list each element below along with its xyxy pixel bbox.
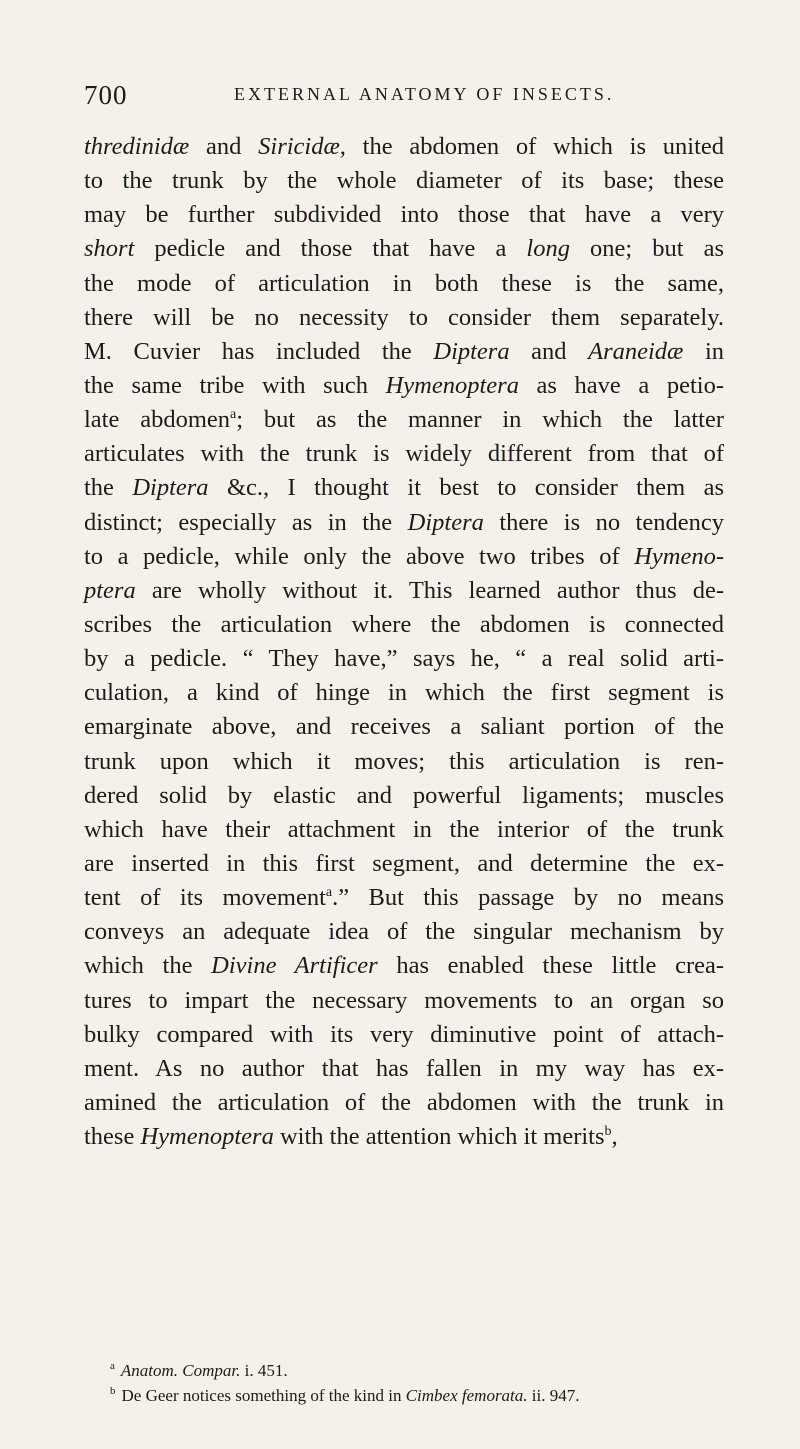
text-run: as have a petio-	[518, 371, 724, 399]
text-line	[84, 506, 724, 540]
text-line	[84, 1018, 724, 1052]
text-line	[84, 471, 724, 505]
text-line	[84, 540, 724, 574]
text-run: pedicle and those that have a	[134, 235, 527, 263]
italic-text: ptera	[84, 576, 136, 604]
text-line	[84, 1086, 724, 1120]
text-run: trunk upon which it moves; this articulation is ren-	[84, 747, 724, 775]
text-run: and	[189, 133, 259, 160]
text-run: there will be no necessity to consider them separately.	[84, 303, 724, 331]
italic-text: Divine Artificer	[211, 952, 378, 980]
text-run: ,	[611, 1123, 618, 1151]
body-paragraph	[84, 130, 724, 1154]
text-run: distinct; especially as in the	[84, 508, 408, 536]
footnote-mark: a	[110, 1360, 115, 1373]
text-run: i. 451.	[240, 1361, 288, 1380]
text-line	[84, 881, 724, 915]
text-line	[84, 267, 724, 301]
text-run: ment. As no author that has fallen in my way has ex-	[84, 1054, 724, 1082]
italic-text: Anatom. Compar.	[120, 1361, 241, 1380]
italic-text: Hymenoptera	[385, 371, 519, 399]
text-run: are inserted in this first segment, and determine the ex-	[84, 849, 724, 877]
text-line	[84, 676, 724, 710]
text-run: to the trunk by the whole diameter of its base; these	[84, 167, 724, 195]
running-head: EXTERNAL ANATOMY OF INSECTS.	[234, 84, 615, 104]
text-line	[84, 403, 724, 437]
footnote-ref: a	[230, 406, 237, 422]
text-run: by a pedicle. “ They have,” says he, “ a real solid arti-	[84, 645, 724, 673]
text-run: ii. 947.	[527, 1386, 580, 1405]
text-run: with the attention which it merits	[273, 1123, 605, 1151]
text-run: dered solid by elastic and powerful ligaments; muscles	[84, 781, 724, 809]
page-number: 700	[84, 80, 128, 110]
text-line	[84, 1120, 724, 1154]
text-line	[84, 1052, 724, 1086]
text-run: amined the articulation of the abdomen with the trunk in	[84, 1088, 724, 1116]
text-run: emarginate above, and receives a saliant portion of the	[84, 713, 724, 741]
footnote-mark: b	[110, 1385, 116, 1398]
footnote	[110, 1358, 730, 1383]
text-line	[84, 232, 724, 266]
text-line	[84, 642, 724, 676]
text-run: the same tribe with such	[84, 371, 386, 399]
text-run: there is no tendency	[483, 508, 724, 536]
text-run: has enabled these little crea-	[377, 952, 725, 980]
italic-text: Diptera	[433, 337, 510, 365]
text-line	[84, 608, 724, 642]
text-run: M. Cuvier has included the	[84, 337, 434, 365]
text-line	[84, 779, 724, 813]
text-line	[84, 949, 724, 983]
text-run: may be further subdivided into those that have a very	[84, 201, 724, 229]
footnote	[110, 1383, 730, 1408]
text-run: conveys an adequate idea of the singular mechanism by	[84, 918, 724, 946]
text-line	[84, 745, 724, 779]
italic-text: thredinidæ	[84, 133, 190, 160]
text-line	[84, 130, 724, 164]
text-run: tures to impart the necessary movements to an organ so	[84, 986, 724, 1014]
text-line	[84, 301, 724, 335]
italic-text: Hymeno-	[634, 542, 724, 570]
text-run: tent of its movement	[84, 884, 326, 912]
footnote-ref: a	[325, 884, 333, 900]
text-run: ; but as the manner in which the latter	[236, 406, 725, 434]
text-run: bulky compared with its very diminutive point of attach-	[84, 1020, 724, 1048]
text-run: culation, a kind of hinge in which the first segment is	[84, 679, 724, 707]
text-line	[84, 437, 724, 471]
italic-text: Araneidæ	[588, 337, 684, 365]
text-run: late abdomen	[84, 406, 231, 434]
text-line	[84, 369, 724, 403]
text-line	[84, 164, 724, 198]
italic-text: Hymenoptera	[140, 1123, 274, 1151]
italic-text: long	[526, 235, 570, 263]
text-run: which have their attachment in the interior of the trunk	[84, 815, 724, 843]
text-run: are wholly without it. This learned author thus de-	[135, 576, 724, 604]
italic-text: Diptera	[132, 474, 209, 502]
text-run: &c., I thought it best to consider them as	[208, 474, 724, 502]
text-run: the	[84, 474, 133, 502]
footnotes	[110, 1358, 730, 1408]
italic-text: short	[84, 235, 135, 263]
text-line	[84, 335, 724, 369]
text-line	[84, 847, 724, 881]
text-run: De Geer notices something of the kind in	[121, 1386, 406, 1405]
text-run: the abdomen of which is united	[345, 133, 725, 160]
text-line	[84, 574, 724, 608]
text-line	[84, 915, 724, 949]
text-line	[84, 198, 724, 232]
text-line	[84, 710, 724, 744]
text-run: .” But this passage by no means	[332, 884, 725, 912]
text-run: one; but as	[569, 235, 725, 263]
text-run: to a pedicle, while only the above two tribes of	[84, 542, 635, 570]
text-run: the mode of articulation in both these is the same,	[84, 269, 724, 297]
italic-text: Cimbex femorata.	[405, 1386, 528, 1405]
text-run: in	[683, 337, 725, 365]
text-run: which the	[84, 952, 212, 980]
page-header	[84, 80, 724, 120]
text-line	[84, 813, 724, 847]
text-line	[84, 984, 724, 1018]
italic-text: Diptera	[407, 508, 484, 536]
italic-text: Siricidæ,	[258, 133, 346, 160]
text-run: articulates with the trunk is widely different from that of	[84, 440, 724, 468]
footnote-ref: b	[604, 1123, 612, 1139]
text-run: and	[509, 337, 589, 365]
text-run: scribes the articulation where the abdomen is connected	[84, 610, 724, 638]
text-run: these	[84, 1123, 141, 1151]
